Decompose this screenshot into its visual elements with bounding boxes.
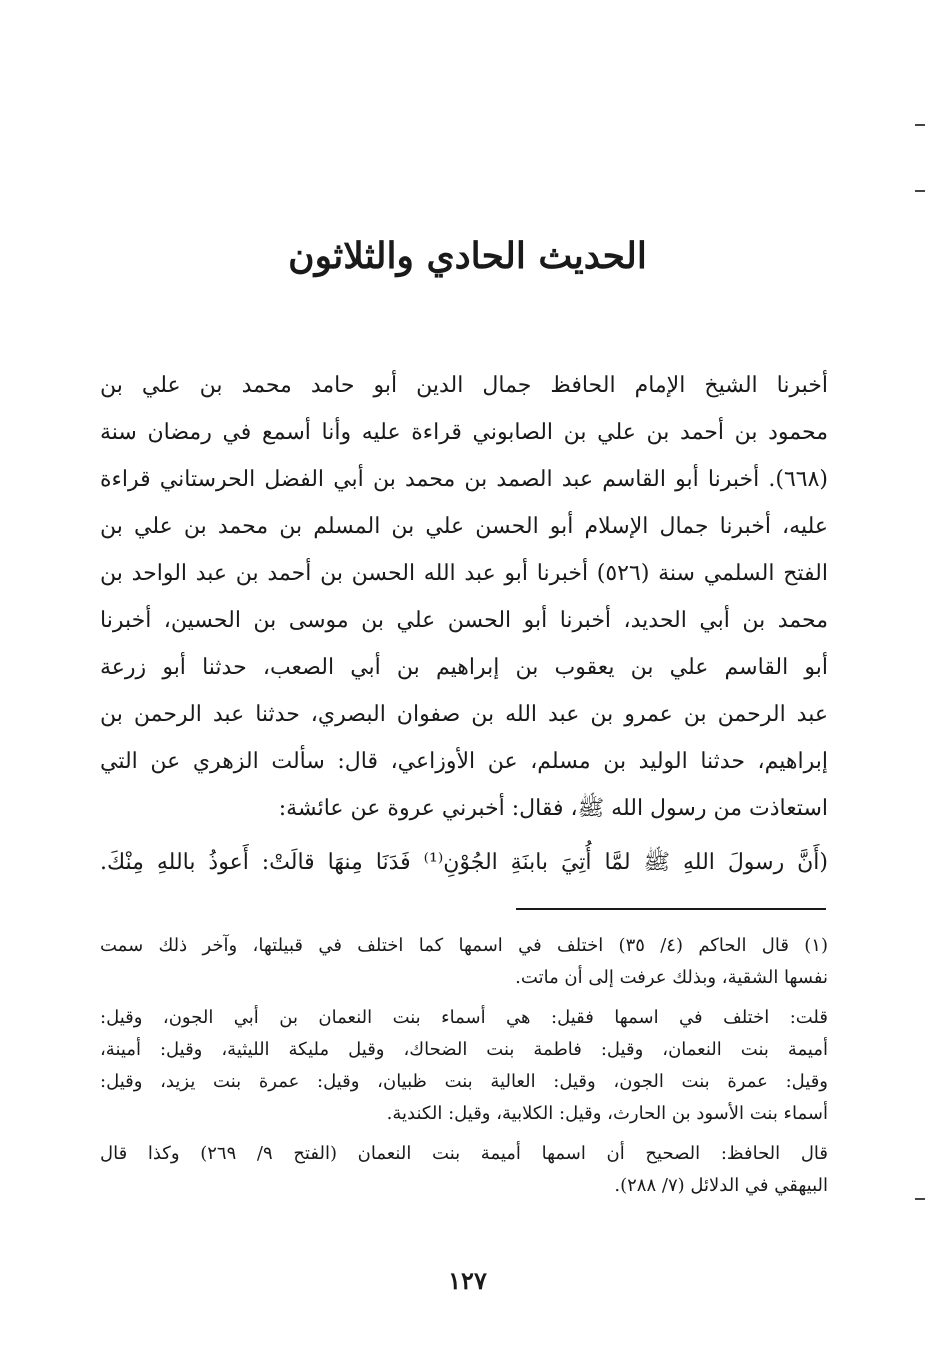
footnote-separator [516,908,826,910]
hadith-text: (أَنَّ رسولَ اللهِ ﷺ لمَّا أُتِيَ بابنَةِ الجُوْنِ⁽¹⁾ فَدَنَا مِنهَا قالَتْ: أَعوذُ باللهِ مِنْكَ. [100,850,828,875]
footnote-line: أسماء بنت الأسود بن الحارث، وقيل: الكلابية، وقيل: الكندية. [386,1103,828,1124]
text-line: إبراهيم، حدثنا الوليد بن مسلم، عن الأوزاعي، قال: سألت الزهري عن التي [100,749,828,774]
text-line: أبو القاسم علي بن يعقوب بن إبراهيم بن أبي الصعب، حدثنا أبو زرعة [100,655,828,680]
page-number: ١٢٧ [448,1266,487,1295]
hadith-title: الحديث الحادي والثلاثون [288,235,647,277]
text-line: محمود بن أحمد بن علي بن الصابوني قراءة عليه وأنا أسمع في رمضان سنة [100,420,828,445]
footnote-line: (١) قال الحاكم (٤/ ٣٥) اختلف في اسمها كما اختلف في قبيلتها، وآخر ذلك سمت [100,935,828,956]
footnote-line: نفسها الشقية، وبذلك عرفت إلى أن ماتت. [515,967,828,988]
isnad-paragraph [100,362,828,832]
footnotes [100,930,828,1202]
text-line: عبد الرحمن بن عمرو بن عبد الله بن صفوان البصري، حدثنا عبد الرحمن بن [100,702,828,727]
footnote-line: قال الحافظ: الصحيح أن اسمها أميمة بنت النعمان (الفتح ٩/ ٢٦٩) وكذا قال [100,1143,828,1164]
text-line: عليه، أخبرنا جمال الإسلام أبو الحسن علي بن المسلم بن محمد بن علي بن [100,514,828,539]
text-line: استعاذت من رسول الله ﷺ، فقال: أخبرني عروة عن عائشة: [278,796,828,821]
scan-edge-mark [915,190,925,192]
text-line: أخبرنا الشيخ الإمام الحافظ جمال الدين أبو حامد محمد بن علي بن [100,373,828,398]
footnote-line: أميمة بنت النعمان، وقيل: فاطمة بنت الضحاك، وقيل مليكة الليثية، وقيل: أمينة، [100,1039,828,1060]
footnote-line: البيهقي في الدلائل (٧/ ٢٨٨). [614,1175,828,1196]
text-line: محمد بن أبي الحديد، أخبرنا أبو الحسن علي بن موسى بن الحسين، أخبرنا [100,608,828,633]
text-line: الفتح السلمي سنة (٥٢٦) أخبرنا أبو عبد الله الحسن بن أحمد بن عبد الواحد بن [100,561,828,586]
footnote-line: وقيل: عمرة بنت الجون، وقيل: العالية بنت ظبيان، وقيل: عمرة بنت يزيد، وقيل: [100,1071,828,1092]
scan-edge-mark [915,1198,925,1200]
footnote-line: قلت: اختلف في اسمها فقيل: هي أسماء بنت النعمان بن أبي الجون، وقيل: [100,1007,828,1028]
scan-edge-mark [915,124,925,126]
text-line: (٦٦٨). أخبرنا أبو القاسم عبد الصمد بن محمد بن أبي الفضل الحرستاني قراءة [100,467,828,492]
